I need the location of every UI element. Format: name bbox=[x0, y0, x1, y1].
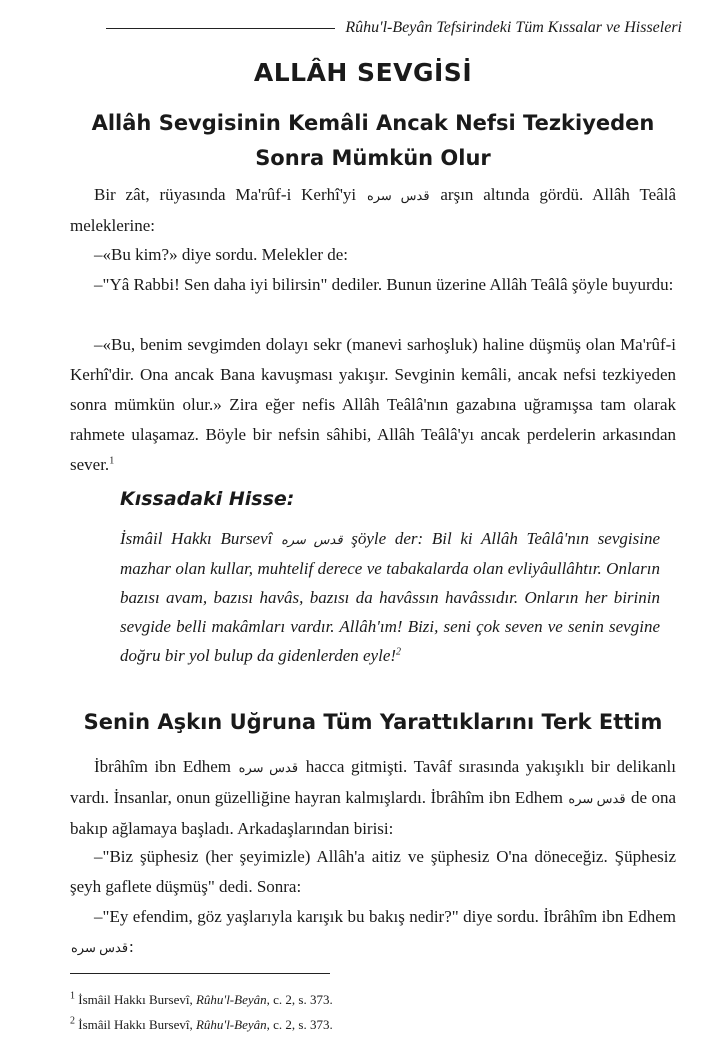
footnote-2 bbox=[70, 1017, 333, 1033]
section-heading: Senin Aşkın Uğruna Tüm Yarattıklarını Terk Ettim bbox=[83, 710, 663, 734]
honorific-glyph: قدس سره bbox=[366, 188, 430, 203]
section2-paragraph-3 bbox=[70, 902, 676, 963]
section2-text: de ona bakıp ağlamaya başladı. Arkadaşlarından birisi: bbox=[70, 788, 677, 838]
story1-paragraph-3: –"Yâ Rabbi! Sen daha iyi bilirsin" dediler. Bunun üzerine Allâh Teâlâ şöyle buyurdu: bbox=[94, 275, 674, 294]
footnote-ref[interactable]: 2 bbox=[396, 646, 402, 658]
running-header bbox=[106, 16, 682, 40]
section2-paragraph-2: –"Biz şüphesiz (her şeyimizle) Allâh'a aitiz ve şüphesiz O'na döneceğiz. Şüphesiz şeyh gaflete düşmüş" dedi. Sonra: bbox=[70, 847, 676, 896]
footnote-separator bbox=[70, 973, 330, 974]
section2-text: : bbox=[129, 937, 134, 956]
section2-text: hacca gitmişti. Tavâf sırasında yakışıklı bir delikanlı vardı. İnsanlar, onun güzelliğine hayran kalmışlardı. İbrâhîm ibn Edhem bbox=[70, 757, 676, 807]
footnote-ref[interactable]: 1 bbox=[109, 455, 115, 467]
hisse-text: şöyle der: Bil ki Allâh Teâlâ'nın sevgisine mazhar olan kullar, muhtelif derece ve tabakalarda olan evliyâullâhtır. Onların bazısı avam, bazısı havâs, bazısı da havâssın havâssıdır. Onların her birinin sevgide belli makâmları vardır. Allâh'ım! Bizi, seni çok seven ve senin sevgine doğru bir yol bulup da gidenlerden eyle! bbox=[120, 529, 661, 665]
story1-text: arşın altında gördü. Allâh Teâlâ meleklerine: bbox=[70, 185, 676, 235]
chapter-title: ALLÂH SEVGİSİ bbox=[253, 58, 473, 87]
hisse-title: Kıssadaki Hisse: bbox=[120, 488, 295, 510]
story1-text: –«Bu, benim sevgimden dolayı sekr (manevi sarhoşluk) haline düşmüş olan Ma'rûf-i Kerhî'dir. Ona ancak Bana kavuşması yakışır. Sevginin kemâli, ancak nefsi tezkiyeden sonra mümkün olur.» Zira eğer nefis Allâh Teâlâ'nın gazabına uğramışsa tam olarak rahmete ulaşamaz. Böyle bir nefsin sâhibi, Allâh Teâlâ'yı ancak perdelerin arkasından sever. bbox=[70, 335, 676, 474]
hisse-text: İsmâil Hakkı Bursevî bbox=[120, 529, 273, 548]
honorific-glyph: قدس سره bbox=[71, 940, 129, 955]
section2-paragraph-1 bbox=[70, 752, 676, 844]
honorific-glyph: قدس سره bbox=[568, 791, 626, 806]
story1-paragraph-1 bbox=[70, 180, 676, 241]
footnote-work: Rûhu'l-Beyân bbox=[195, 992, 267, 1007]
running-title: Rûhu'l-Beyân Tefsirindeki Tüm Kıssalar ve Hisseleri bbox=[345, 19, 682, 36]
story1-paragraph-2: –«Bu kim?» diye sordu. Melekler de: bbox=[94, 245, 349, 264]
footnote-number: 1 bbox=[70, 990, 75, 1002]
honorific-glyph: قدس سره bbox=[238, 760, 299, 775]
footnote-author: İsmâil Hakkı Bursevî, bbox=[78, 1017, 193, 1032]
footnote-work: Rûhu'l-Beyân bbox=[195, 1017, 267, 1032]
section2-text: İbrâhîm ibn Edhem bbox=[94, 757, 231, 776]
story1-text: Bir zât, rüyasında Ma'rûf-i Kerhî'yi bbox=[94, 185, 357, 204]
chapter-subtitle: Allâh Sevgisinin Kemâli Ancak Nefsi Tezkiyeden Sonra Mümkün Olur bbox=[91, 111, 655, 170]
honorific-glyph: قدس سره bbox=[281, 532, 343, 547]
header-rule bbox=[106, 28, 335, 29]
hisse-paragraph bbox=[120, 524, 660, 670]
footnote-number: 2 bbox=[70, 1015, 75, 1027]
footnote-ref-text: , c. 2, s. 373. bbox=[266, 1017, 333, 1032]
story1-paragraph-4 bbox=[70, 330, 676, 480]
footnote-author: İsmâil Hakkı Bursevî, bbox=[78, 992, 193, 1007]
footnote-1 bbox=[70, 992, 333, 1008]
section2-text: –"Ey efendim, göz yaşlarıyla karışık bu bakış nedir?" diye sordu. İbrâhîm ibn Edhem bbox=[94, 907, 676, 926]
footnote-ref-text: , c. 2, s. 373. bbox=[266, 992, 333, 1007]
